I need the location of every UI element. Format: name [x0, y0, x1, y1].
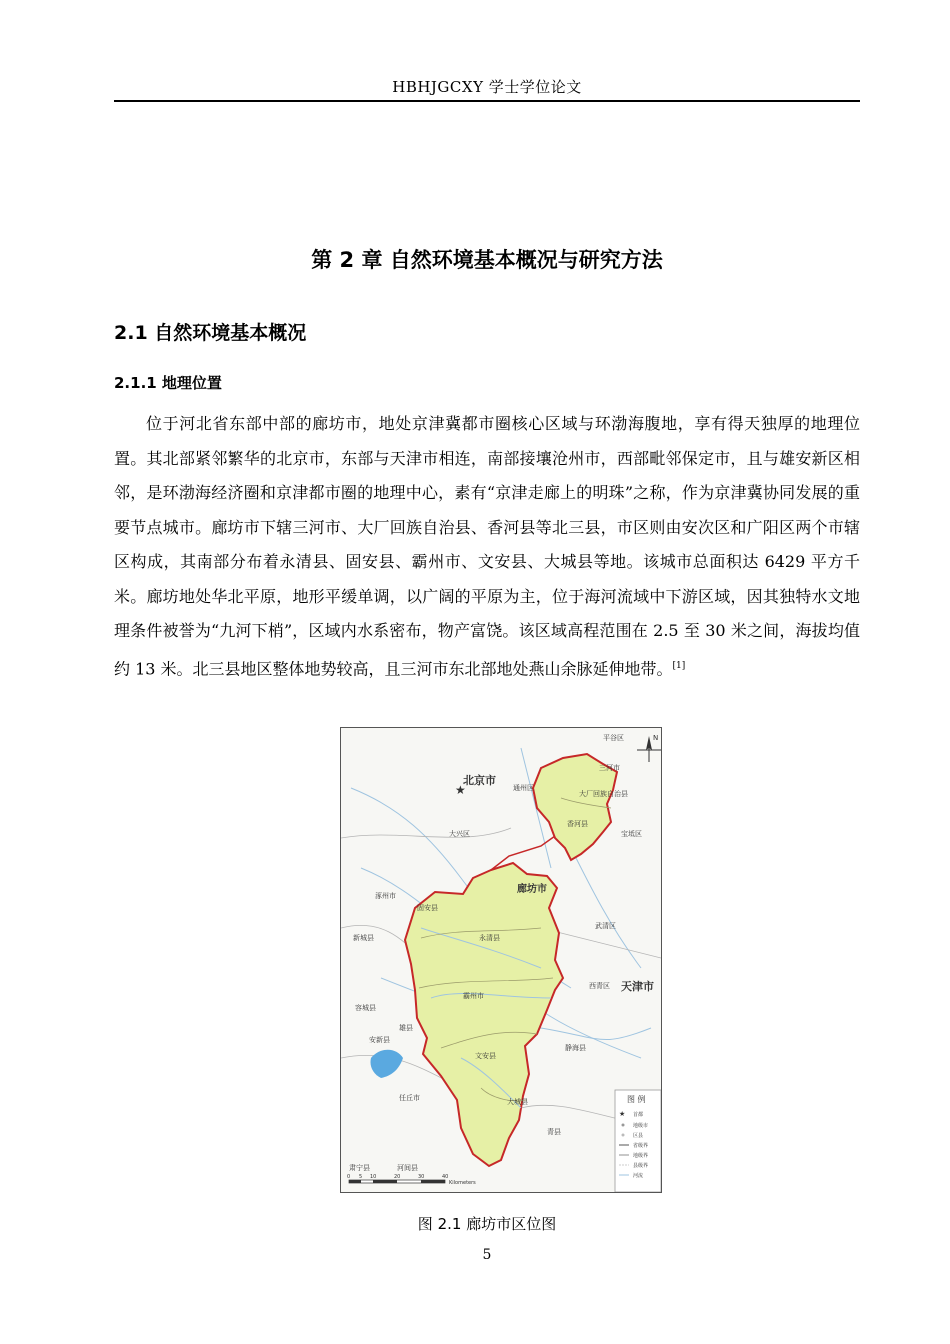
- label-renqiu: 任丘市: [399, 1094, 420, 1102]
- capital-star-icon: ★: [455, 783, 466, 797]
- paragraph-text: 位于河北省东部中部的廊坊市，地处京津冀都市圈核心区域与环渤海腹地，享有得天独厚的地理位置。其北部紧邻繁华的北京市，东部与天津市相连，南部接壤沧州市，西部毗邻保定市，且与雄安新区相邻，是环渤海经济圈和京津都市圈的地理中心，素有“京津走廊上的明珠”之称，作为京津冀协同发展的重要节点城市。廊坊市下辖三河市、大厂回族自治县、香河县等北三县，市区则由安次区和广阳区两个市辖区构成，其南部分布着永清县、固安县、霸州市、文安县、大城县等地。该城市总面积达 6429 平方千米。廊坊地处华北平原，地形平缓单调，以广阔的平原为主，位于海河流域中下游区域，因其独特水文地理条件被誉为“九河下梢”，区域内水系密布，物产富饶。该区域高程范围在 2.5 至 30 米之间，海拔均值约 13 米。北三县地区整体地势较高，且三河市东北部地处燕山余脉延伸地带。: [114, 414, 860, 678]
- legend-item: 首都: [633, 1112, 644, 1118]
- legend-capital-icon: ★: [619, 1110, 626, 1118]
- label-hejian: 河间县: [397, 1164, 418, 1172]
- map-svg: [341, 728, 661, 1192]
- label-baodi: 宝坻区: [621, 830, 642, 838]
- legend-item: 省级界: [633, 1143, 649, 1149]
- page-number: 5: [482, 1247, 492, 1263]
- legend-item: 河流: [633, 1173, 644, 1179]
- label-dacheng: 大城县: [507, 1098, 528, 1106]
- map-legend: [615, 1090, 661, 1192]
- label-anxin: 安新县: [369, 1036, 390, 1044]
- label-tongzhou: 通州区: [513, 784, 534, 792]
- scale-tick: 5: [359, 1174, 363, 1180]
- body-paragraph: [114, 407, 860, 686]
- subsection-title: 2.1.1 地理位置: [114, 374, 222, 392]
- label-daxing: 大兴区: [449, 830, 470, 838]
- legend-item: 地级界: [633, 1153, 649, 1159]
- label-rongcheng: 容城县: [355, 1004, 376, 1012]
- running-header: HBHJGCXY 学士学位论文: [392, 78, 582, 96]
- header-rule: [114, 100, 860, 102]
- legend-item: 县级界: [633, 1163, 649, 1169]
- legend-title: 图 例: [627, 1095, 646, 1104]
- chapter-title: 第 2 章 自然环境基本概况与研究方法: [311, 248, 663, 272]
- legend-item: 区县: [633, 1133, 644, 1139]
- label-xianghe: 香河县: [567, 820, 588, 828]
- figure-caption: 图 2.1 廊坊市区位图: [417, 1215, 557, 1233]
- label-guan: 固安县: [417, 904, 438, 912]
- label-dachang: 大厂回族自治县: [579, 790, 628, 798]
- label-suning: 肃宁县: [349, 1164, 370, 1172]
- label-langfang: 廊坊市: [517, 884, 547, 895]
- legend-city-icon: [622, 1124, 625, 1127]
- scale-bar: [347, 1174, 476, 1186]
- label-tianjin: 天津市: [621, 980, 654, 993]
- scale-tick: 0: [347, 1174, 351, 1180]
- label-xiongxian: 雄县: [399, 1024, 413, 1032]
- legend-item: 地级市: [633, 1123, 649, 1129]
- section-title: 2.1 自然环境基本概况: [114, 322, 307, 344]
- label-sanhe: 三河市: [599, 764, 620, 772]
- scale-tick: 30: [418, 1174, 425, 1180]
- scale-tick: 40: [442, 1174, 449, 1180]
- label-bazhou: 霸州市: [463, 992, 484, 1000]
- compass-label: N: [653, 734, 659, 742]
- legend-county-icon: [622, 1134, 625, 1137]
- label-beijing: 北京市: [463, 774, 496, 787]
- scale-unit: Kilometers: [449, 1180, 476, 1186]
- label-wenan: 文安县: [475, 1052, 496, 1060]
- scale-tick: 10: [370, 1174, 377, 1180]
- connector-border: [491, 836, 555, 870]
- label-yongqing: 永清县: [479, 934, 500, 942]
- label-jinghai: 静海县: [565, 1044, 586, 1052]
- location-map: [340, 727, 662, 1193]
- label-pinggu: 平谷区: [603, 734, 624, 742]
- lake: [370, 1050, 403, 1078]
- scale-tick: 20: [394, 1174, 401, 1180]
- label-xincheng: 新城县: [353, 934, 374, 942]
- citation: [1]: [672, 660, 686, 671]
- label-qingxian: 青县: [547, 1128, 561, 1136]
- label-xiqing: 西青区: [589, 982, 610, 990]
- label-wuqing: 武清区: [595, 922, 616, 930]
- label-zhuozhou: 涿州市: [375, 892, 396, 900]
